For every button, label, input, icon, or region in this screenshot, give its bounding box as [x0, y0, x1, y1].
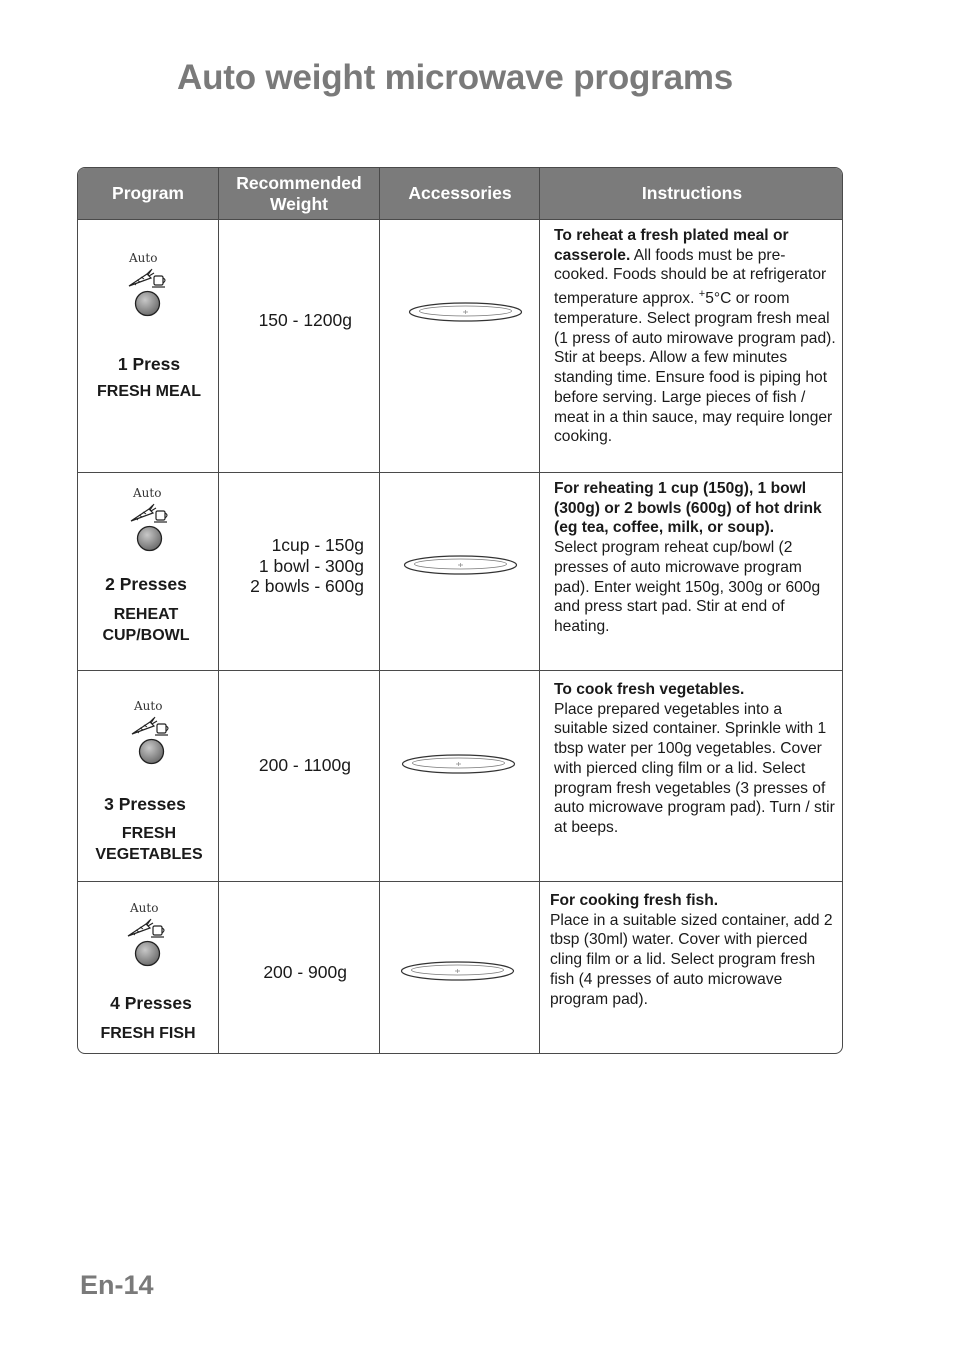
page-number: En-14	[80, 1270, 154, 1300]
header-weight-line2: Weight	[269, 193, 328, 214]
carrot-and-cup-icon	[129, 501, 171, 526]
instructions-body-cont: 5°C or room temperature. Select program fresh meal (1 press of auto mirowave program pad). Stir at beeps. Allow a few minutes standing time. Ensure food is piping hot before serving. Large pieces of fish / meat in a thin sauce, may require longer cooking.	[554, 290, 836, 446]
program-name-line: FRESH FISH	[100, 1025, 196, 1042]
auto-label: Auto	[129, 251, 158, 265]
row-divider	[78, 670, 843, 671]
programs-table	[77, 167, 843, 1054]
carrot-and-cup-icon	[127, 266, 169, 291]
page-title: Auto weight microwave programs	[177, 58, 734, 97]
header-program: Program	[112, 183, 184, 203]
carrot-and-cup-icon	[126, 916, 168, 941]
program-name	[77, 604, 215, 646]
instructions-body: Place prepared vegetables into a suitable sized container. Sprinkle with 1 tbsp water per 100g vegetables. Cover with pierced cling film or a lid. Select program fresh vegetables (3 presses of auto microwave program pad). Turn / stir at beeps.	[554, 700, 835, 836]
press-count: 3 Presses	[104, 794, 186, 814]
row-divider	[78, 219, 843, 220]
header-instructions: Instructions	[641, 183, 743, 203]
glass-tray-icon	[407, 301, 524, 323]
recommended-weight	[228, 755, 351, 776]
instructions-text	[550, 891, 835, 1009]
press-count: 2 Presses	[105, 574, 187, 594]
row-divider	[78, 472, 843, 473]
program-name-line: REHEAT	[113, 606, 179, 623]
instructions-lead: For reheating 1 cup (150g), 1 bowl (300g) or 2 bowls (600g) of hot drink (eg tea, coffee, milk, or soup).	[554, 480, 822, 537]
weight-line: 1 bowl - 300g	[258, 555, 364, 576]
row-divider	[78, 881, 843, 882]
auto-button-icon	[136, 525, 163, 552]
instructions-lead: To cook fresh vegetables.	[554, 681, 745, 698]
instructions-lead: For cooking fresh fish.	[550, 892, 719, 909]
column-divider	[539, 168, 540, 1054]
auto-label: Auto	[133, 486, 162, 500]
weight-line: 200 - 1100g	[258, 755, 351, 775]
column-divider	[218, 168, 219, 1054]
program-name	[79, 1023, 217, 1044]
weight-line: 200 - 900g	[263, 962, 347, 982]
recommended-weight	[228, 962, 347, 983]
auto-button-icon	[138, 738, 165, 765]
auto-label: Auto	[134, 699, 163, 713]
program-name-line: CUP/BOWL	[102, 627, 190, 644]
column-divider	[379, 168, 380, 1054]
table-header	[78, 168, 843, 219]
carrot-and-cup-icon	[130, 714, 172, 739]
header-weight	[219, 168, 379, 219]
press-count: 1 Press	[117, 354, 181, 374]
weight-line: 1cup - 150g	[271, 535, 364, 555]
recommended-weight	[228, 310, 352, 331]
auto-label: Auto	[130, 901, 159, 915]
program-name	[80, 823, 218, 865]
instructions-body: Place in a suitable sized container, add 2 tbsp (30ml) water. Cover with pierced cling film or a lid. Select program fresh fish (4 presses of auto microwave program pad).	[550, 911, 833, 1008]
weight-line: 150 - 1200g	[258, 310, 352, 330]
instructions-body: All foods must be pre-cooked. Foods should be at refrigerator temperature approx.	[554, 246, 827, 308]
plus-minus-sign: +	[698, 288, 706, 301]
instructions-text	[554, 226, 839, 447]
instructions-lead: To reheat a fresh plated meal or casserole.	[554, 227, 789, 264]
program-name-line: VEGETABLES	[95, 846, 203, 863]
weight-line: 2 bowls - 600g	[250, 576, 364, 596]
glass-tray-icon	[399, 960, 516, 982]
header-accessories: Accessories	[408, 183, 512, 203]
glass-tray-icon	[400, 753, 517, 775]
press-count: 4 Presses	[110, 993, 192, 1013]
auto-button-icon	[134, 290, 161, 317]
instructions-text	[554, 680, 839, 838]
auto-button-icon	[134, 940, 161, 967]
program-name	[80, 381, 218, 402]
recommended-weight	[224, 535, 364, 597]
header-weight-line1: Recommended	[236, 172, 362, 193]
program-name-line: FRESH	[121, 825, 177, 842]
instructions-text	[554, 479, 839, 637]
instructions-body: Select program reheat cup/bowl (2 presses of auto microwave program pad). Enter weight 150g, 300g or 600g and press start pad. Stir at end of heating.	[554, 539, 821, 635]
program-name-line: FRESH MEAL	[97, 383, 201, 400]
glass-tray-icon	[402, 554, 519, 576]
